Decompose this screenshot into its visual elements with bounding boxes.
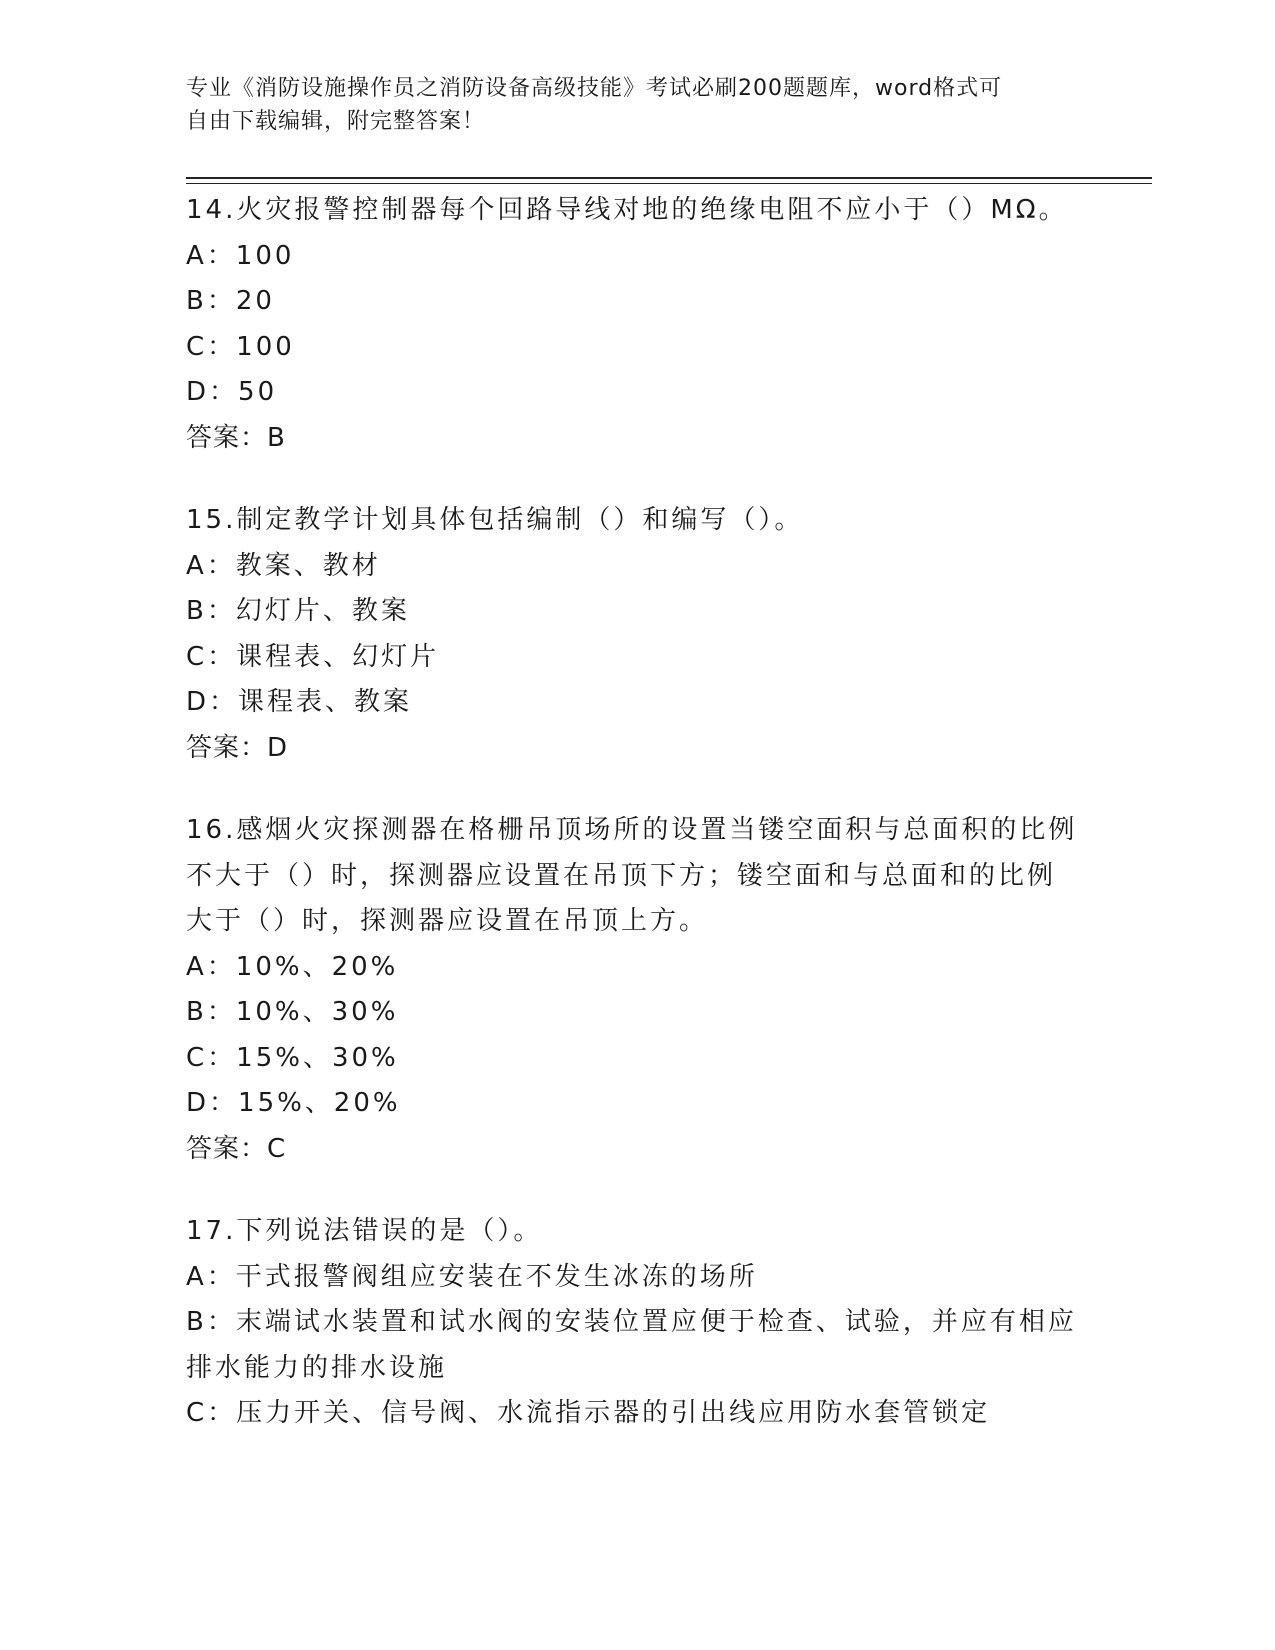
header-divider-thin [186,183,1152,184]
answer-label: 答案：D [186,732,289,763]
option-c: C：100 [186,331,295,362]
question-list [186,188,1086,1474]
answer-label: 答案：C [186,1133,287,1164]
option-a: A：干式报警阀组应安装在不发生冰冻的场所 [186,1261,758,1292]
question-stem-line-1: 16.感烟火灾探测器在格栅吊顶场所的设置当镂空面积与总面积的比例 [186,815,1078,845]
document-header [186,72,1066,138]
header-line-1: 专业《消防设施操作员之消防设备高级技能》考试必刷200题题库，word格式可 [186,76,1003,101]
header-divider-thick [186,177,1152,179]
option-b-line-2: 排水能力的排水设施 [186,1352,448,1383]
question-stem-line-3: 大于（）时，探测器应设置在吊顶上方。 [186,906,709,936]
option-b: B：10%、30% [186,997,399,1027]
question-14 [186,188,1086,461]
question-stem: 14.火灾报警控制器每个回路导线对地的绝缘电阻不应小于（）MΩ。 [186,195,1068,225]
option-c: C：15%、30% [186,1042,399,1073]
question-stem: 17.下列说法错误的是（）。 [186,1216,543,1246]
option-a: A：教案、教材 [186,550,381,581]
option-c: C：压力开关、信号阀、水流指示器的引出线应用防水套管锁定 [186,1398,991,1428]
option-d: D：15%、20% [186,1088,401,1118]
question-17 [186,1209,1086,1437]
option-a: A：100 [186,240,295,271]
option-d: D：课程表、教案 [186,687,413,717]
question-stem: 15.制定教学计划具体包括编制（）和编写（）。 [186,505,804,535]
option-d: D：50 [186,377,278,407]
option-b: B：幻灯片、教案 [186,596,410,626]
question-16 [186,808,1086,1172]
header-line-2: 自由下载编辑，附完整答案！ [186,109,486,134]
option-c: C：课程表、幻灯片 [186,641,440,672]
option-b-line-1: B：末端试水装置和试水阀的安装位置应便于检查、试验，并应有相应 [186,1307,1077,1337]
option-a: A：10%、20% [186,951,399,982]
option-b: B：20 [186,286,275,316]
answer-label: 答案：B [186,422,286,453]
question-stem-line-2: 不大于（）时，探测器应设置在吊顶下方；镂空面和与总面和的比例 [186,860,1057,891]
question-15 [186,498,1086,771]
